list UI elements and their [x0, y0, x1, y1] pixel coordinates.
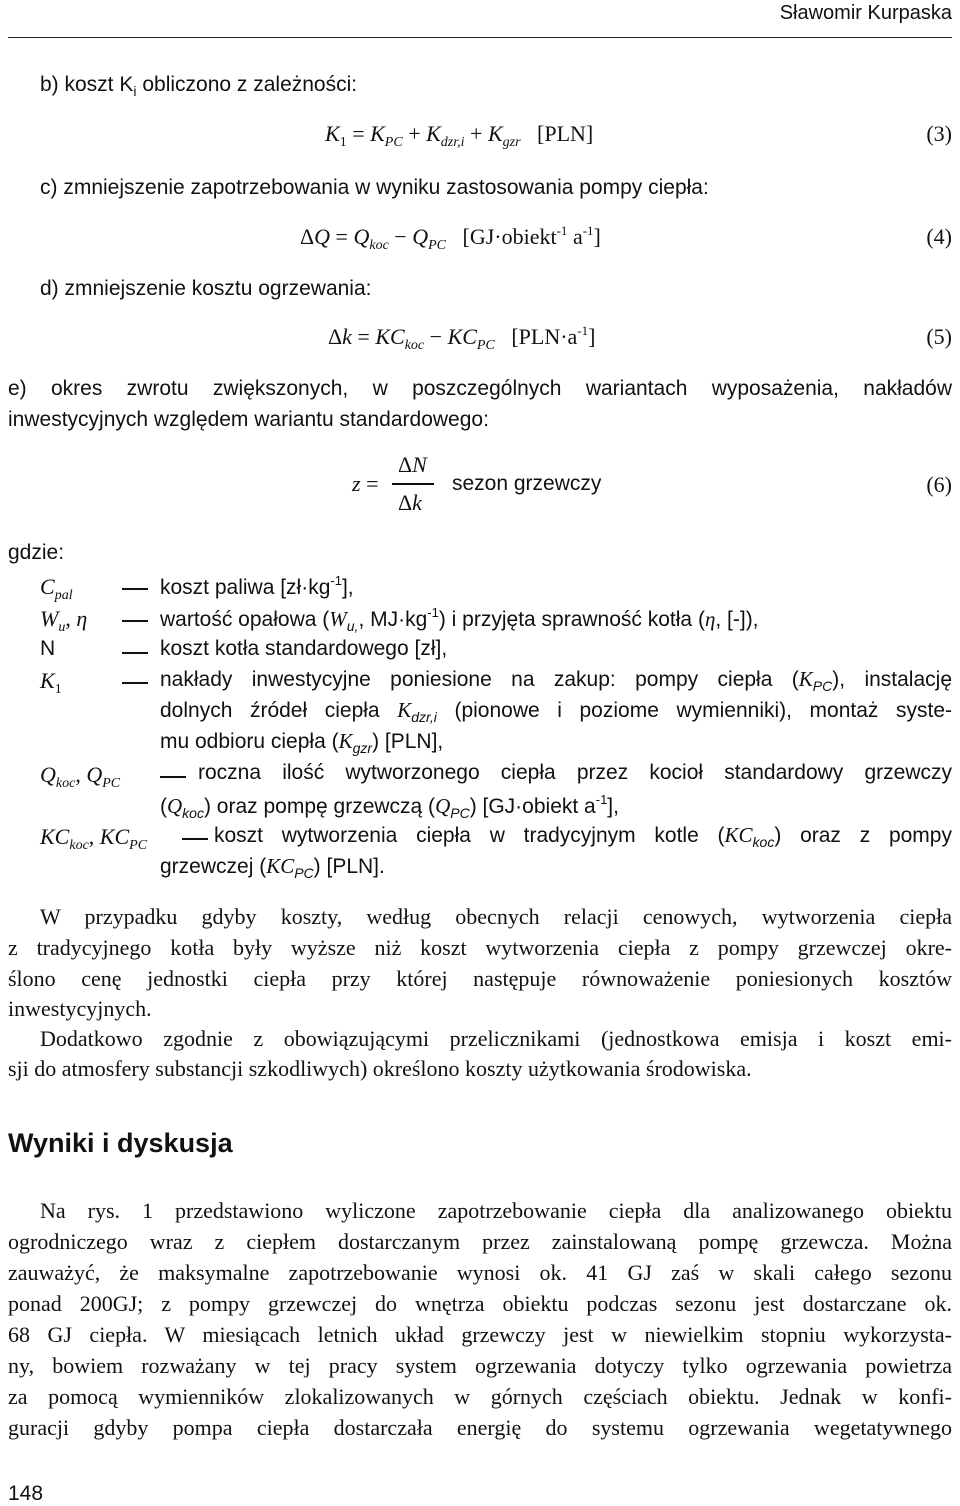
results-line: ponad 200GJ; z pompy grzewczej do wnętrza obiektu podczas sezonu jest dostarczane ok. [8, 1291, 952, 1316]
page-number: 148 [8, 1482, 44, 1505]
equation-4: $\Delta Q = Q_{koc} - Q_{PC}$ [GJ·obiekt$^{-1}$ $a^{-1}$] [300, 223, 601, 253]
paragraph-2-line: sji do atmosfery substancji szkodliwych) określono koszty użytkowania środowiska. [8, 1056, 752, 1081]
results-line: ny, bowiem rozważany w tej pracy system ogrzewania dotyczy tylko ogrzewania powietrza [8, 1353, 952, 1378]
equation-3-number: (3) [926, 121, 952, 146]
equation-4-number: (4) [926, 224, 952, 249]
results-line: guracji gdyby pompa ciepła dostarczała energię do systemu ogrzewania wegetatywnego [8, 1415, 952, 1440]
equation-6-numerator: ΔN [398, 452, 427, 477]
definition-kc-line1: koszt wytworzenia ciepła w tradycyjnym kotle $(KC_{koc})$ oraz z pompy [214, 823, 952, 850]
header-rule [8, 37, 952, 38]
results-line: ogrodniczego wraz z ciepłem dostarczanym przez zainstalowaną pompę grzewcza. Można [8, 1229, 952, 1254]
definition-dash [182, 838, 208, 840]
equation-6-denominator: Δk [398, 490, 422, 515]
symbol-qkoc-qpc: $Q_{koc}$, $Q_{PC}$ [40, 762, 121, 791]
item-c: c) zmniejszenie zapotrzebowania w wyniku zastosowania pompy ciepła: [40, 176, 709, 199]
paragraph-1-line: W przypadku gdyby koszty, według obecnych relacji cenowych, wytworzenia ciepła [40, 904, 952, 929]
paragraph-2-line: Dodatkowo zgodnie z obowiązującymi przelicznikami (jednostkowa emisja i koszt emi- [40, 1026, 952, 1051]
item-e-line2: inwestycyjnych względem wariantu standardowego: [8, 408, 489, 431]
equation-6-label: sezon grzewczy [452, 472, 602, 495]
paragraph-1-line: inwestycyjnych. [8, 996, 152, 1021]
equation-3: $K_1 = K_{PC} + K_{dzr,i} + K_{gzr}$ [PLN] [325, 121, 594, 150]
definition-dash [160, 776, 186, 778]
definition-k1-line1: nakłady inwestycyjne poniesione na zakup: pompy ciepła $(K_{PC})$, instalację [160, 667, 953, 694]
symbol-kckoc-kcpc: $KC_{koc}$, $KC_{PC}$ [40, 824, 148, 853]
equation-3-unit: [PLN] [537, 121, 594, 146]
equation-6-fraction-bar [392, 483, 434, 485]
results-line: zauważyć, że maksymalne zapotrzebowanie wynosi ok. 41 GJ zaś w skali całego sezonu [8, 1260, 952, 1285]
equation-5: $\Delta k = KC_{koc} - KC_{PC}$ $[PLN\cdot a^{-1}]$ [328, 323, 596, 353]
definition-dash [122, 682, 148, 684]
results-line: 68 GJ ciepła. W miesiącach letnich układ grzewczy jest w niewielkim stopniu wykorzysta- [8, 1322, 952, 1347]
definition-q-line1: roczna ilość wytworzonego ciepła przez kocioł standardowy grzewczy [198, 761, 952, 784]
paragraph-1-line: ślono cenę jednostki ciepła przy której następuje równoważenie poniesionych kosztów [8, 966, 952, 991]
item-e-line1: e) okres zwrotu zwiększonych, w poszczególnych wariantach wyposażenia, nakładów [8, 377, 952, 400]
paragraph-1-line: z tradycyjnego kotła były wyższe niż koszt wytworzenia ciepła z pompy grzewczej okre- [8, 935, 952, 960]
item-b: b) koszt $K_i$ obliczono z zależności: [40, 73, 358, 99]
definition-cpal: koszt paliwa $[zł\cdot kg^{-1}]$, [160, 573, 354, 599]
definition-wu: wartość opałowa ($W_{u,}$, $MJ\cdot kg^{-1}$) i przyjęta sprawność kotła (η, [-]), [160, 605, 759, 634]
section-heading: Wyniki i dyskusja [8, 1128, 233, 1158]
equation-5-number: (5) [926, 324, 952, 349]
equation-6-lhs: z = [352, 471, 379, 496]
results-line: Na rys. 1 przedstawiono wyliczone zapotrzebowanie ciepła dla analizowanego obiektu [40, 1198, 952, 1223]
symbol-wu-eta: $W_u$, η [40, 606, 88, 635]
definition-k1-line3: mu odbioru ciepła $(K_{gzr})$ [PLN], [160, 729, 444, 756]
equation-6-number: (6) [926, 472, 952, 497]
running-header-author: Sławomir Kurpaska [779, 2, 952, 24]
gdzie-label: gdzie: [8, 541, 65, 564]
symbol-n: N [40, 637, 56, 660]
definition-n: koszt kotła standardowego [zł], [160, 637, 448, 660]
definition-kc-line2: grzewczej $(KC_{PC})$ [PLN]. [160, 854, 385, 881]
results-line: za pomocą wymienników zlokalizowanych w górnych częściach obiektu. Jednak w konfi- [8, 1384, 952, 1409]
definition-k1-line2: dolnych źródeł ciepła $K_{dzr,i}$ (pionowe i poziome wymienniki), montaż syste- [160, 698, 952, 725]
symbol-k1: $K_1$ [40, 668, 62, 697]
definition-dash [122, 652, 148, 654]
definition-dash [122, 588, 148, 590]
definition-q-line2: $(Q_{koc})$ oraz pompę grzewczą $(Q_{PC})$ [GJ·obiekt $a^{-1}$], [160, 792, 619, 821]
definition-dash [122, 620, 148, 622]
item-d: d) zmniejszenie kosztu ogrzewania: [40, 277, 372, 300]
symbol-cpal: $C_{pal}$ [40, 574, 73, 603]
